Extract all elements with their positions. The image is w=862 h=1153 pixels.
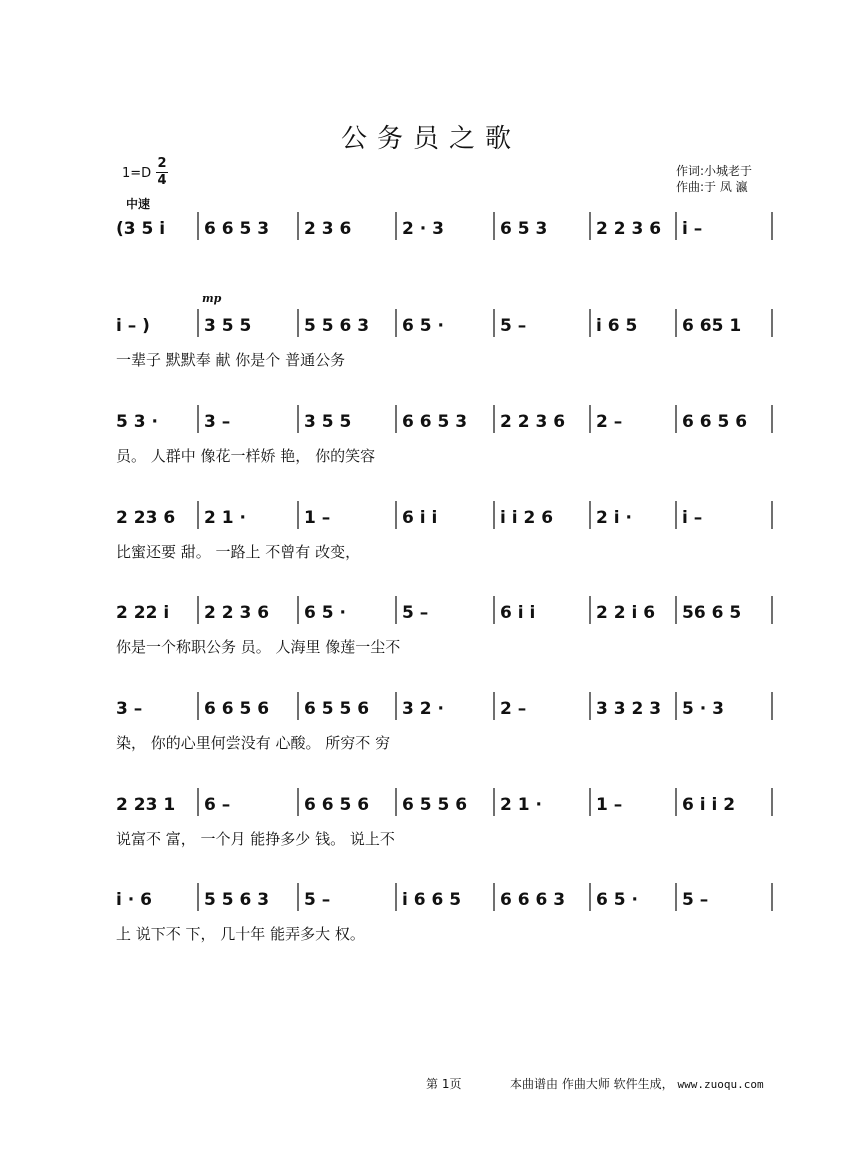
measure-7-5: 2 1 · <box>500 795 542 815</box>
tempo-marking: 中速 <box>126 197 151 211</box>
dynamics-marking: mp <box>202 292 222 305</box>
measure-3-4: 6 6 5 3 <box>402 412 468 432</box>
measure-1-2: 6 6 5 3 <box>204 219 270 239</box>
measure-8-3: 5 – <box>304 890 331 910</box>
measure-5-5: 6 i i <box>500 603 536 623</box>
lyric-line-2: 一辈子 默默奉 献 你是个 普通公务 <box>116 351 346 369</box>
measure-4-2: 2 1 · <box>204 508 246 528</box>
measure-6-7: 5 · 3 <box>682 699 724 719</box>
measure-6-1: 3 – <box>116 699 143 719</box>
lyric-line-5: 你是一个称职公务 员。 人海里 像莲一尘不 <box>116 638 401 656</box>
measure-7-7: 6 i i 2 <box>682 795 736 815</box>
lyricist: 作词:小城老于 <box>676 164 753 178</box>
measure-1-6: 2 2 3 6 <box>596 219 662 239</box>
measure-2-4: 6 5 · <box>402 316 444 336</box>
page-number: 第 1页 <box>426 1077 462 1091</box>
measure-1-4: 2 · 3 <box>402 219 444 239</box>
measure-1-7: i – <box>682 219 703 239</box>
footer-url: www.zuoqu.com <box>677 1078 764 1091</box>
measure-1-1: (3 5 i <box>116 219 166 239</box>
footer-note-text: 本曲谱由 作曲大师 软件生成， <box>510 1077 674 1091</box>
measure-1-5: 6 5 3 <box>500 219 548 239</box>
measure-5-6: 2 2 i 6 <box>596 603 656 623</box>
meter-bottom: 4 <box>157 173 167 188</box>
measure-6-6: 3 3 2 3 <box>596 699 662 719</box>
measure-2-1: i – ) <box>116 316 150 336</box>
measure-5-1: 2 22 i <box>116 603 170 623</box>
measure-2-3: 5 5 6 3 <box>304 316 370 336</box>
measure-7-1: 2 23 1 <box>116 795 176 815</box>
measure-6-3: 6 5 5 6 <box>304 699 370 719</box>
footer-credit <box>510 1075 764 1092</box>
measure-4-5: i i 2 6 <box>500 508 554 528</box>
measure-6-5: 2 – <box>500 699 527 719</box>
measure-3-5: 2 2 3 6 <box>500 412 566 432</box>
measure-7-3: 6 6 5 6 <box>304 795 370 815</box>
measure-6-4: 3 2 · <box>402 699 444 719</box>
measure-5-7: 56 6 5 <box>682 603 742 623</box>
composer: 作曲:于 凤 瀛 <box>676 180 748 194</box>
measure-5-4: 5 – <box>402 603 429 623</box>
measure-1-3: 2 3 6 <box>304 219 352 239</box>
measure-8-4: i 6 6 5 <box>402 890 462 910</box>
measure-4-4: 6 i i <box>402 508 438 528</box>
measure-3-1: 5 3 · <box>116 412 158 432</box>
measure-4-1: 2 23 6 <box>116 508 176 528</box>
lyric-line-8: 上 说下不 下， 几十年 能弄多大 权。 <box>116 925 365 943</box>
measure-8-6: 6 5 · <box>596 890 638 910</box>
measure-2-7: 6 65 1 <box>682 316 742 336</box>
measure-3-7: 6 6 5 6 <box>682 412 748 432</box>
measure-4-6: 2 i · <box>596 508 632 528</box>
measure-8-7: 5 – <box>682 890 709 910</box>
measure-2-5: 5 – <box>500 316 527 336</box>
meter-top: 2 <box>157 156 167 171</box>
lyric-line-7: 说富不 富， 一个月 能挣多少 钱。 说上不 <box>116 830 395 848</box>
measure-3-2: 3 – <box>204 412 231 432</box>
lyric-line-3: 员。 人群中 像花一样娇 艳， 你的笑容 <box>116 447 376 465</box>
measure-4-7: i – <box>682 508 703 528</box>
lyric-line-4: 比蜜还要 甜。 一路上 不曾有 改变， <box>116 543 361 561</box>
measure-6-2: 6 6 5 6 <box>204 699 270 719</box>
measure-2-6: i 6 5 <box>596 316 638 336</box>
measure-5-2: 2 2 3 6 <box>204 603 270 623</box>
measure-2-2: 3 5 5 <box>204 316 252 336</box>
key-signature: 1=D <box>122 166 152 181</box>
measure-8-5: 6 6 6 3 <box>500 890 566 910</box>
measure-7-4: 6 5 5 6 <box>402 795 468 815</box>
lyric-line-6: 染， 你的心里何尝没有 心酸。 所穷不 穷 <box>116 734 391 752</box>
measure-3-3: 3 5 5 <box>304 412 352 432</box>
measure-4-3: 1 – <box>304 508 331 528</box>
measure-7-6: 1 – <box>596 795 623 815</box>
measure-3-6: 2 – <box>596 412 623 432</box>
song-title: 公务员之歌 <box>340 124 521 154</box>
measure-5-3: 6 5 · <box>304 603 346 623</box>
measure-8-1: i · 6 <box>116 890 152 910</box>
measure-7-2: 6 – <box>204 795 231 815</box>
measure-8-2: 5 5 6 3 <box>204 890 270 910</box>
